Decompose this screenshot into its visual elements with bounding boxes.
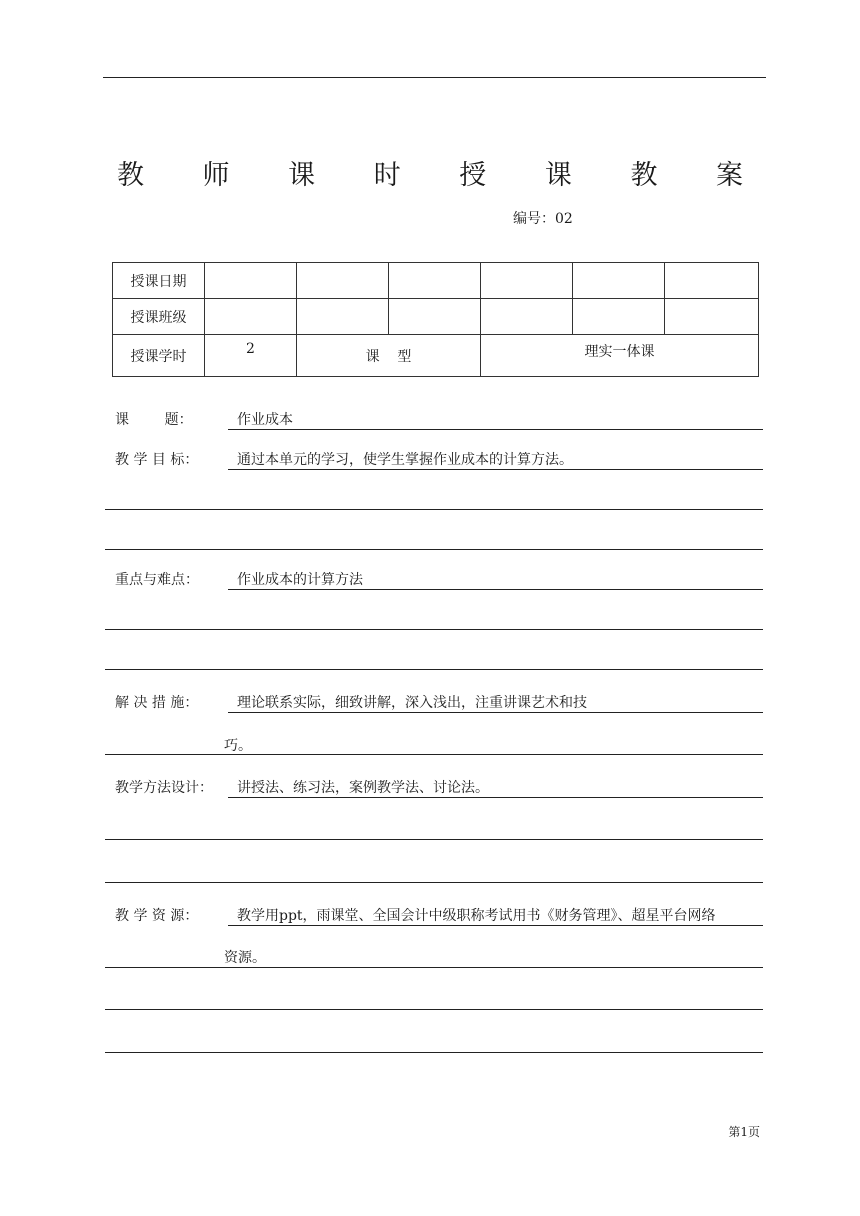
type-value: 理实一体课 [481,335,759,377]
blank-line [105,549,763,550]
methods-value: 讲授法、练习法，案例教学法、讨论法。 [237,780,489,796]
blank-line [105,967,763,968]
table-cell [389,299,481,335]
field-underline [228,589,763,590]
field-underline [228,469,763,470]
table-cell [297,263,389,299]
objective-value: 通过本单元的学习，使学生掌握作业成本的计算方法。 [237,452,573,468]
table-row [113,335,759,377]
table-cell [481,299,573,335]
blank-line [105,1009,763,1010]
document-number: 编号：02 [513,211,573,227]
topic-value: 作业成本 [237,412,293,428]
field-underline [228,925,763,926]
blank-line [105,882,763,883]
table-cell [389,263,481,299]
table-cell [297,299,389,335]
measures-value-line2: 巧。 [224,738,252,754]
header-rule [103,77,766,78]
field-underline [228,712,763,713]
blank-line [105,754,763,755]
hours-value: 2 [205,335,297,377]
key-points-value: 作业成本的计算方法 [237,572,363,588]
page-number: 第1页 [728,1125,760,1139]
methods-label: 教学方法设计： [115,780,213,796]
table-cell [665,263,759,299]
measures-label: 解 决 措 施： [115,695,199,711]
blank-line [105,629,763,630]
topic-label: 课 题： [115,412,193,428]
blank-line [105,839,763,840]
hours-label: 授课学时 [113,335,205,377]
resources-value-line1: 教学用ppt，雨课堂、全国会计中级职称考试用书《财务管理》、超星平台网络 [237,908,716,924]
table-cell [573,299,665,335]
key-points-label: 重点与难点： [115,572,199,588]
blank-line [105,1052,763,1053]
resources-label: 教 学 资 源： [115,908,199,924]
field-underline [228,429,763,430]
resources-value-line2: 资源。 [224,950,266,966]
table-row [113,263,759,299]
page-title: 教 师 课 时 授 课 教 案 [116,160,769,191]
table-cell [573,263,665,299]
type-label: 课 型 [297,335,481,377]
measures-value-line1: 理论联系实际，细致讲解，深入浅出，注重讲课艺术和技 [237,695,587,711]
blank-line [105,669,763,670]
table-cell [481,263,573,299]
class-label: 授课班级 [113,299,205,335]
table-cell [205,299,297,335]
objective-label: 教 学 目 标： [115,452,199,468]
schedule-table [112,262,759,377]
blank-line [105,509,763,510]
date-label: 授课日期 [113,263,205,299]
table-cell [665,299,759,335]
table-row [113,299,759,335]
field-underline [228,797,763,798]
table-cell [205,263,297,299]
